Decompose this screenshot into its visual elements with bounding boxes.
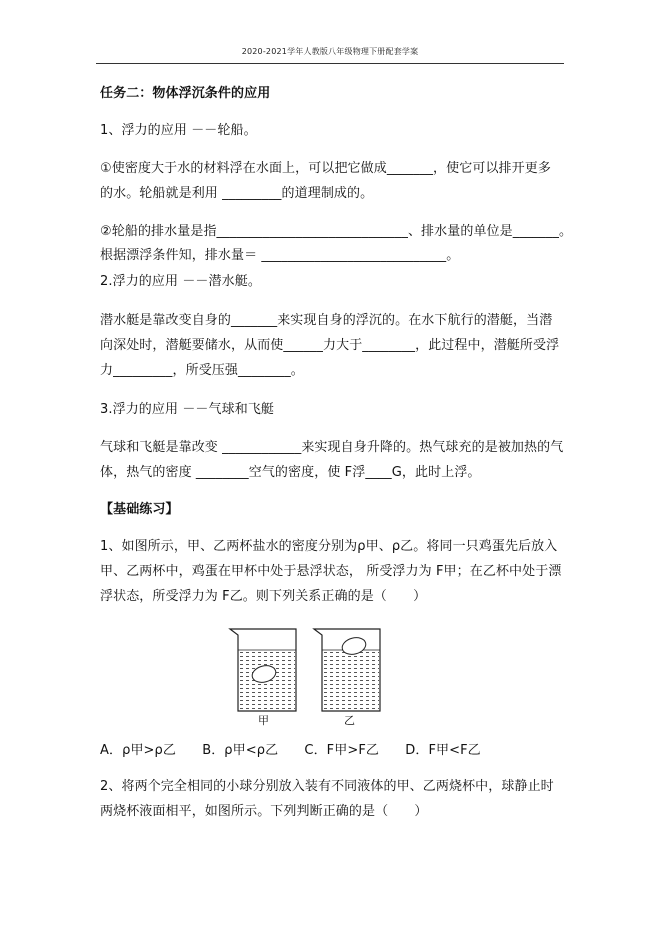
q2-line1: 2、将两个完全相同的小球分别放入装有不同液体的甲、乙两烧杯中，球静止时 (100, 779, 554, 794)
figure-label-jia: 甲 (258, 714, 269, 727)
q1-line3: 浮状态，所受浮力为 F乙。则下列关系正确的是（ ） (100, 589, 427, 604)
section1-para1-line1: ①使密度大于水的材料浮在水面上，可以把它做成_______，使它可以排开更多 (100, 161, 551, 176)
task2-heading: 任务二：物体浮沉条件的应用 (100, 86, 271, 101)
section3-para-line1: 气球和飞艇是靠改变 ____________来实现自身升降的。热气球充的是被加热的气 (100, 440, 564, 455)
figure-label-yi: 乙 (344, 714, 355, 727)
section2-para-line2: 向深处时，潜艇要储水，从而使______力大于________，此过程中，潜艇所受浮 (100, 338, 560, 353)
beaker-b (314, 629, 380, 711)
section3-title: 3.浮力的应用 －－气球和飞艇 (100, 402, 275, 417)
beakers-illustration (228, 627, 388, 715)
beaker-figure (228, 627, 388, 727)
q1-options: A．ρ甲>ρ乙 B．ρ甲<ρ乙 C．F甲>F乙 D．F甲<F乙 (100, 743, 481, 758)
practice-heading: 【基础练习】 (100, 502, 179, 517)
section2-para-line1: 潜水艇是靠改变自身的_______来实现自身的浮沉的。在水下航行的潜艇，当潜 (100, 313, 553, 328)
section3-para-line2: 体，热气的密度 ________空气的密度，使 F浮____G，此时上浮。 (100, 465, 481, 480)
section1-para2-line2: 根据漂浮条件知，排水量＝ ____________________________。 (100, 248, 460, 263)
section2-para-line3: 力_________，所受压强________。 (100, 363, 304, 378)
q1-line1: 1、如图所示，甲、乙两杯盐水的密度分别为ρ甲、ρ乙。将同一只鸡蛋先后放入 (100, 539, 558, 554)
page-header: 2020-2021学年人教版八年级物理下册配套学案 (241, 47, 419, 56)
section1-para1-line2: 的水。轮船就是利用 _________的道理制成的。 (100, 186, 374, 201)
section1-para2-line1: ②轮船的排水量是指_____________________________、排水量的单位是_______。 (100, 224, 573, 239)
header-divider (96, 63, 564, 64)
q1-line2: 甲、乙两杯中，鸡蛋在甲杯中处于悬浮状态， 所受浮力为 F甲；在乙杯中处于漂 (100, 564, 562, 579)
beaker-a (230, 629, 296, 711)
section2-title: 2.浮力的应用 －－潜水艇。 (100, 274, 261, 289)
q2-line2: 两烧杯液面相平，如图所示。下列判断正确的是（ ） (100, 804, 428, 819)
section1-title: 1、浮力的应用 －－轮船。 (100, 123, 257, 138)
